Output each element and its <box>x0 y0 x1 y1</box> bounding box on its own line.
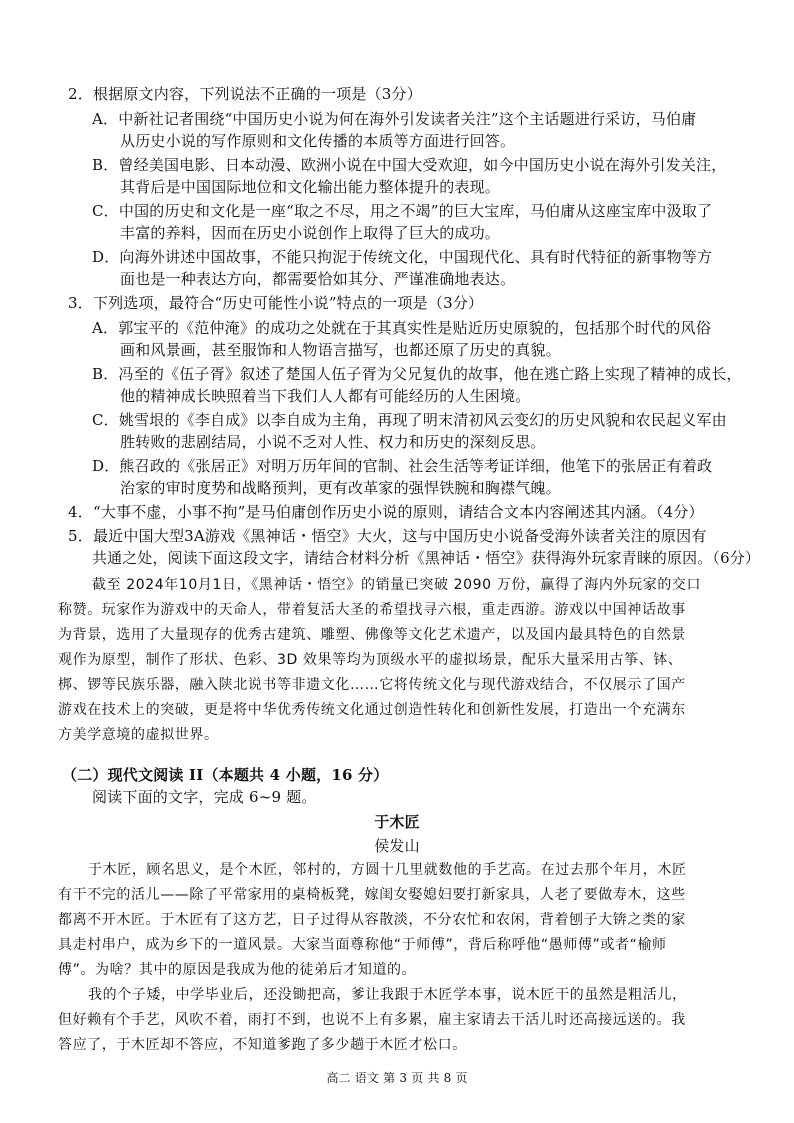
section-instruction: 阅读下面的文字，完成 6~9 题。 <box>92 788 317 806</box>
page-footer: 高二 语文 第 3 页 共 8 页 <box>326 1071 468 1085</box>
material-line: 称赞。玩家作为游戏中的天命人，带着复活大圣的希望找寻六根，重走西游。游戏以中国神话故事 <box>58 602 686 618</box>
story-line: 有干不完的活儿——除了平常家用的桌椅板凳，嫁闺女娶媳妇要打新家具，人老了要做寿木，这些 <box>58 887 686 903</box>
story-line: 傅”。为啥？其中的原因是我成为他的徒弟后才知道的。 <box>58 962 417 978</box>
material-line: 游戏在技术上的突破，更是将中华优秀传统文化通过创造性转化和创新性发展，打造出一个充满东 <box>58 702 686 718</box>
question-3-option-d-cont: 治家的审时度势和战略预判，更有改革家的强悍铁腕和胸襟气魄。 <box>120 479 561 497</box>
question-2-option-b-cont: 其背后是中国国际地位和文化输出能力整体提升的表现。 <box>120 178 501 196</box>
story-line: 答应了，于木匠却不答应，不知道爹跑了多少趟于木匠才松口。 <box>58 1037 467 1053</box>
question-2-option-b: B．曾经美国电影、日本动漫、欧洲小说在中国大受欢迎，如今中国历史小说在海外引发关注， <box>92 156 727 174</box>
question-2-option-c-cont: 丰富的养料，因而在历史小说创作上取得了巨大的成功。 <box>120 224 501 242</box>
question-4: 4．“大事不虚，小事不拘”是马伯庸创作历史小说的原则，请结合文本内容阐述其内涵。（4分） <box>68 503 704 521</box>
story-line: 但好赖有个手艺，风吹不着，雨打不到，也说不上有多累，雇主家请去干活儿时还高接远送的。我 <box>58 1012 686 1028</box>
question-2-option-d: D．向海外讲述中国故事，不能只拘泥于传统文化，中国现代化、具有时代特征的新事物等方 <box>92 248 713 266</box>
story-line: 都离不开木匠。于木匠有了这方艺，日子过得从容散淡，不分农忙和农闲，背着刨子大锛之类的家 <box>58 912 686 928</box>
section-heading: （二）现代文阅读 II（本题共 4 小题，16 分） <box>62 766 389 784</box>
story-title: 于木匠 <box>374 813 420 831</box>
question-3-stem: 3．下列选项，最符合“历史可能性小说”特点的一项是（3分） <box>68 294 484 312</box>
material-line: 截至 2024年10月1日，《黑神话・悟空》的销量已突破 2090 万份，赢得了海内外玩家的交口 <box>92 577 702 593</box>
question-2-stem: 2．根据原文内容，下列说法不正确的一项是（3分） <box>68 85 422 103</box>
material-line: 为背景，选用了大量现存的优秀古建筑、雕塑、佛像等文化艺术遗产，以及国内最具特色的自然景 <box>58 627 686 643</box>
question-3-option-d: D．熊召政的《张居正》对明万历年间的官制、社会生活等考证详细，他笔下的张居正有着政 <box>92 457 713 475</box>
question-2-option-a: A．中新社记者围绕“中国历史小说为何在海外引发读者关注”这个主话题进行采访，马伯庸 <box>92 110 697 128</box>
question-5-stem-cont: 共通之处，阅读下面这段文字，请结合材料分析《黑神话・悟空》获得海外玩家青睐的原因。（6分） <box>92 549 761 567</box>
question-2-option-c: C．中国的历史和文化是一座“取之不尽，用之不竭”的巨大宝库，马伯庸从这座宝库中汲取了 <box>92 202 713 220</box>
question-5-stem: 5．最近中国大型3A游戏《黑神话・悟空》大火，这与中国历史小说备受海外读者关注的原因有 <box>68 527 707 545</box>
material-line: 方美学意境的虚拟世界。 <box>58 727 219 743</box>
question-3-option-a-cont: 画和风景画，甚至服饰和人物语言描写，也都还原了历史的真貌。 <box>120 341 561 359</box>
question-2-option-d-cont: 面也是一种表达方向，都需要恰如其分、严谨准确地表达。 <box>120 270 516 288</box>
material-line: 观作为原型，制作了形状、色彩、3D 效果等均为顶级水平的虚拟场景，配乐大量采用古筝、钵、 <box>58 652 683 668</box>
question-3-option-c: C．姚雪垠的《李自成》以李自成为主角，再现了明末清初风云变幻的历史风貌和农民起义军由 <box>92 411 727 429</box>
question-3-option-a: A．郭宝平的《范仲淹》的成功之处就在于其真实性是贴近历史原貌的，包括那个时代的风俗 <box>92 319 712 337</box>
material-line: 梆、锣等民族乐器，融入陕北说书等非遗文化……它将传统文化与现代游戏结合，不仅展示了国产 <box>58 677 686 693</box>
question-3-option-b: B．冯至的《伍子胥》叙述了楚国人伍子胥为父兄复仇的故事，他在逃亡路上实现了精神的成长， <box>92 365 742 383</box>
story-line: 我的个子矮，中学毕业后，还没锄把高，爹让我跟于木匠学本事，说木匠干的虽然是粗活儿， <box>88 987 687 1003</box>
story-line: 具走村串户，成为乡下的一道风景。大家当面尊称他“于师傅”，背后称呼他“愚师傅”或者“榆师 <box>58 937 667 953</box>
question-3-option-c-cont: 胜转败的悲剧结局，小说不乏对人性、权力和历史的深刻反思。 <box>120 433 546 451</box>
story-line: 于木匠，顾名思义，是个木匠，邻村的，方圆十几里就数他的手艺高。在过去那个年月，木匠 <box>88 862 687 878</box>
question-3-option-b-cont: 他的精神成长映照着当下我们人人都有可能经历的人生困境。 <box>120 387 531 405</box>
story-author: 侯发山 <box>374 837 420 855</box>
question-2-option-a-cont: 从历史小说的写作原则和文化传播的本质等方面进行回答。 <box>120 132 516 150</box>
